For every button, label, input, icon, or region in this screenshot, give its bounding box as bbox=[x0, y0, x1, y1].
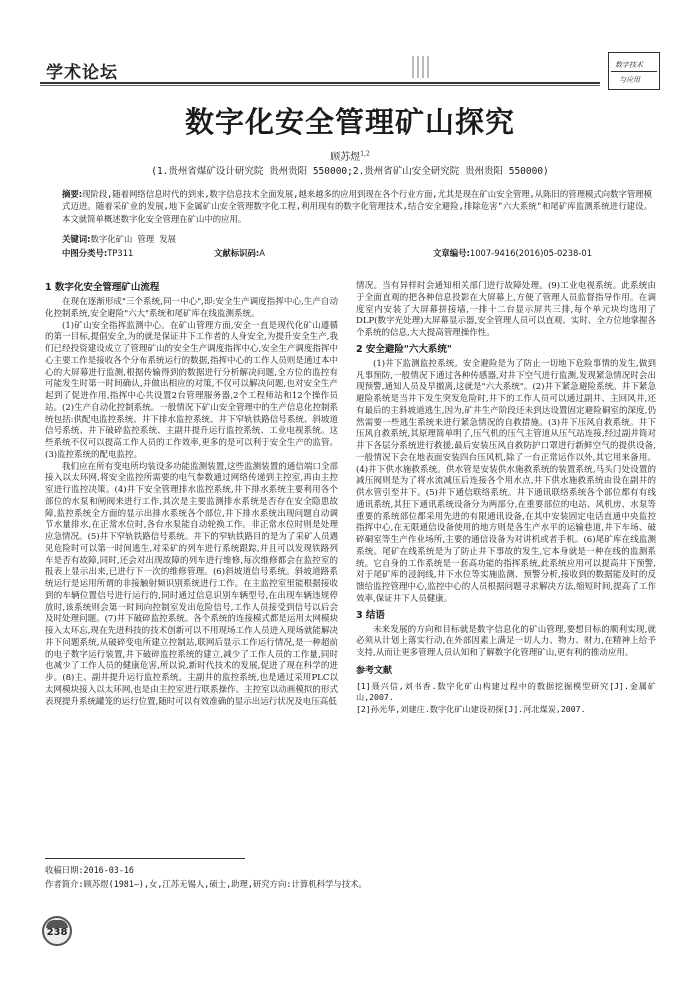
keywords bbox=[62, 233, 176, 245]
author-line bbox=[0, 148, 700, 163]
author-name: 顾苏煜 bbox=[330, 152, 361, 163]
paragraph: (1)矿山安全指挥监测中心。在矿山管理方面,安全一直是现代化矿山遵循的第一目标,提倡安全,为的就是保证井下工作者的人身安全,为提升安全生产,我们已经投资建设成立了管理矿山的安全生产调度指挥中心,安全生产调度指挥中心主要工作是接收各个分布系统运行的数据,指挥中心的工作人员则是通过本中心的大屏幕进行监测,根据传输得到的数据进行分析解决问题,全方位的监控有可能发生时第一时间确认,并做出相应的对策,不仅可以解决问题,也对安全生产起到了促进作用,指挥中心共设置2台管理服务器,2个工程师站和12个操作员站。(2)生产自动化控制系统。一般情况下矿山安全管理中的生产信息化控制系统包括:供配电监控系统、井下排水监控系统、井下窄轨铁路信号系统、斜坡道信号系统、井下破碎监控系统、主副井提升运行监控系统、工业电视系统。这些系统不仅可以提高工作人员的工作效率,更多的是可以利于安全生产的监管。(3)监控系统的配电监控。 bbox=[45, 320, 338, 460]
header-rule-thin bbox=[40, 85, 600, 86]
journal-logo bbox=[608, 52, 660, 90]
paragraph: 情况。当有异样时会通知相关部门进行故障处理。(9)工业电视系统。此系统由于全面直观的把各种信息投影在大屏幕上,方便了管理人员监督指导作用。在调度室内安装了大屏幕拼接墙,一排十二台显示屏共三排,每个单元块均选用了DLP(数字光处理)大屏幕显示器,安全管理人员可以直观、实时、全方位地掌握各个系统的信息,大大提高管理操作性。 bbox=[356, 281, 656, 338]
header-rule bbox=[40, 82, 600, 84]
paper-title: 数字化安全管理矿山探究 bbox=[184, 105, 515, 139]
page-header bbox=[40, 52, 660, 86]
right-column bbox=[356, 281, 656, 715]
article-number-value: 1007-9416(2016)05-0238-01 bbox=[469, 248, 593, 258]
author-bio: 作者简介:顾苏煜(1981—),女,江苏无锡人,硕士,助理,研究方向:计算机科学与技术。 bbox=[45, 879, 367, 889]
article-number-label: 文章编号: bbox=[433, 248, 470, 258]
doc-code-label: 文献标识码: bbox=[214, 248, 260, 258]
article-number bbox=[433, 247, 592, 259]
keywords-text: 数字化矿山 管理 发展 bbox=[90, 234, 176, 244]
header-ornament bbox=[412, 56, 442, 80]
clc bbox=[62, 247, 133, 259]
author-affil-sup: 1,2 bbox=[360, 150, 370, 158]
abstract-text: 现阶段,随着网络信息时代的到来,数字信息技术全面发展,越来越多的应用到现在各个行业方面,尤其是现在矿山安全管理,从陈旧的管理模式向数字管理模式迈进。随着采矿业的发展,地下金属矿山安全管理数字化工程,利用现有的数字化管理技术,结合安全避险,排除危害"六大系统"和尾矿库监测系统进行建设。本文就简单概述数字化安全管理在矿山中的应用。 bbox=[62, 189, 652, 224]
left-column bbox=[45, 280, 338, 708]
journal-logo-line1: 数字技术 bbox=[615, 61, 643, 69]
received-date: 收稿日期:2016-03-16 bbox=[45, 865, 134, 875]
clc-value: TP311 bbox=[107, 248, 134, 258]
abstract-label: 摘要: bbox=[62, 189, 83, 199]
paragraph: 在现在逐渐形成"三个系统,同一中心",即:安全生产调度指挥中心,生产自动化控制系统,安全避险"六大"系统和尾矿库在线监测系统。 bbox=[45, 297, 338, 319]
affiliation: (1.贵州省煤矿设计研究院 贵州贵阳 550000;2.贵州省矿山安全研究院 贵州贵阳 550000) bbox=[151, 166, 549, 177]
clc-label: 中图分类号: bbox=[62, 248, 108, 258]
references-heading: 参考文献 bbox=[356, 665, 393, 676]
section-heading-1: 1 数字化安全管理矿山流程 bbox=[45, 282, 160, 293]
reference-item: [1]聂兴信,刘书香.数字化矿山构建过程中的数据挖掘模型研究[J].金属矿山,2007. bbox=[356, 680, 656, 702]
reference-item: [2]孙光华,刘建庄.数字化矿山建设初探[J].河北煤炭,2007. bbox=[356, 703, 586, 714]
section-name: 学术论坛 bbox=[46, 63, 118, 83]
section-heading-3: 3 结语 bbox=[356, 609, 385, 621]
journal-logo-line2: 与应用 bbox=[619, 76, 640, 84]
paragraph: 未来发展的方向和目标就是数字信息化的矿山管理,要想目标的顺利实现,就必须从计划上落实行动,在外部因素上满足一切人力、物力、财力,在精神上给予支持,从而让更多管理人员认知和了解数字化管理矿山,更有利的推动应用。 bbox=[356, 624, 656, 658]
keywords-label: 关键词: bbox=[62, 234, 91, 244]
paragraph: 我们应在所有变电所均装设多功能监测装置,这些监测装置的通信端口全部接入以太环网,将安全监控所需要的电气参数通过网络传递到主控室,再由主控室进行监控决策。(4)井下安全管理排水监控系统,井下排水系统主要利用各个部位的水泵和闸阀来进行工作,其次是主要监测排水系统是否存在安全隐患故障,监控系统全方面的显示出排水系统各个部位,井下排水系统出现问题自动调节水量排水,在正常水位时,各台水泵能自动轮换工作。非正常水位时则是处理应急情况。(5)井下窄轨铁路信号系统。井下的窄轨铁路目的是为了采矿人员遇见危险时可以第一时间逃生,对采矿的列车进行系统跟踪,并且可以发现铁路列车是否有故障,同时,还会对出现故障的列车进行维修,每次维修都会在监控室的报表上显示出来,已进行下一次的维修管理。(6)斜坡道信号系统。斜坡道路系统运行是运用所谓的非接触射频识别系统进行工作。在主监控室里能根据接收到的车辆位置信号进行运行的,同时通过信息识别车辆型号,在出现车辆违规停放时,该系统则会第一时间向控制室发出危险信号,工作人员接受到信号以后会及时处理问题。(7)井下破碎监控系统。各个系统的连接模式都是运用太网模块接入太环忘,现在先进科技的技术创新可以不用现场工作人员进入现场就能解决井下问题系统,从破碎变电所建立控制站,联网后显示工作运行情况,是一种超前的电子数字运行装置,井下破碎监控系统的建立,减少了工作人员的工作量,同时也减少了工作人员的健康危害,所以说,新时代技术的发展,促进了现在科学的进步。(8)主、副井提升运行监控系统。主副井的监控系统,也是通过采用PLC以太网模块接入以太环网,也是由主控室进行联系操作。主控室以动画模拟的形式表现提升系统罐笼的运行位置,随时可以有效准确的显示出运行状况及电压高低 bbox=[45, 461, 338, 707]
doc-code-value: A bbox=[259, 248, 265, 258]
page-number-badge bbox=[42, 916, 72, 946]
abstract bbox=[62, 188, 652, 225]
doc-code bbox=[214, 247, 265, 259]
section-heading-2: 2 安全避险"六大系统" bbox=[356, 343, 452, 355]
paragraph: (1)井下监测监控系统。安全避险是为了防止一切地下危险事情的发生,做到凡事预防,一般情况下通过各种传感器,对井下空气进行监测,发现紧急情况时会出现预警,通知人员及早撤离,这就是"六大系统"。(2)井下紧急避险系统。井下紧急避险系统是当井下发生突发危险时,井下的工作人员可以通过副井、主回风井,还有最后的主斜坡道逃生,因为,矿井生产阶段还未到达设置固定避险硐室的深度,仍然需要一些逃生系统来进行紧急情况的自救措施。(3)井下压风自救系统。井下压风自救系统,其原理简单明了,压气机的压气主管道从压气站连接,经过副井筒对井下各层分系统进行救援,最后安装压风自救防护口罩进行新鲜空气的提供设备,一般情况下会在地表面安装四台压风机,除了一台正常运作以外,其它用来备用。(4)井下供水施救系统。供水管是安装供水施救系统的装置系统,马头门处设置的减压阀则是为了将水流减压后连接各个用水点,井下供水施救系统由设在副井的供水管引至井下。(5)井下通信联络系统。井下通讯联络系统各个部位都有有线通讯系统,其狂下通讯系统设备分为两部分,在重要部位的电站、风机房、水泵等重要的系统部位都采用先进的有限通讯设备,在其中安装固定电话直通中央监控指挥中心,在无限通信设备使用的地方则是各生产水平的运输巷道,井下车场、破碎硐室等生产作业场所,主要的通信设备为对讲机或者手机。(6)尾矿库在线监测系统。尾矿在线系统是为了防止井下事故的发生,它本身就是一种在线的监测系统。它自身的工作系统是一套高功能的指挥系统,此系统应用可以提高井下预警,对于尾矿库的浸润线,井下水位等实施监测、预警分析,接收到的数据能及时的反馈给监控管理中心,监控中心的人员根据问题寻求解决方法,缩短时间,提高了工作效率,保证井下人员健康。 bbox=[356, 358, 656, 604]
footnote-rule bbox=[45, 858, 245, 859]
page-number: 238 bbox=[46, 927, 68, 938]
